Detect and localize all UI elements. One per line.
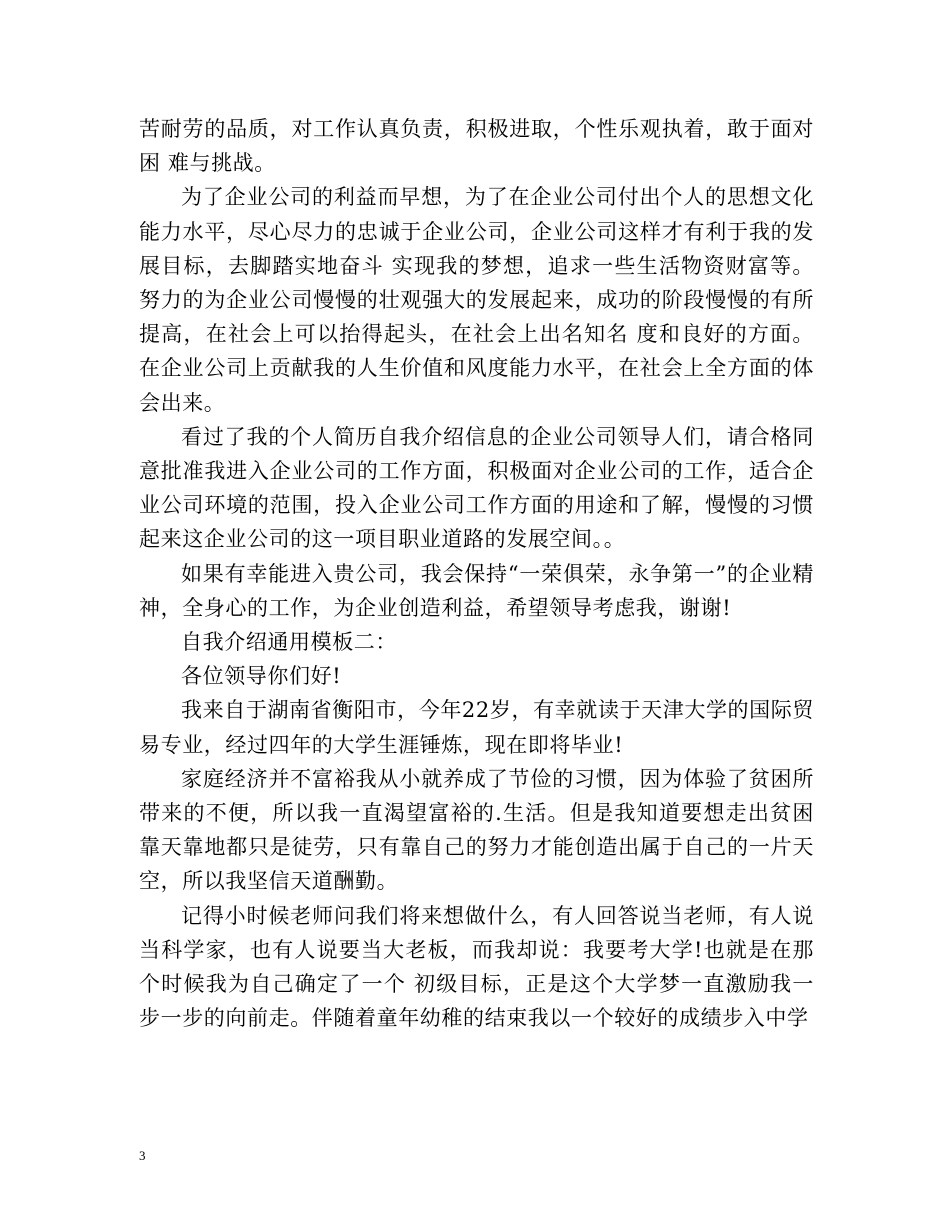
paragraph-3: 看过了我的个人简历自我介绍信息的企业公司领导人们，请合格同意批准我进入企业公司的工作方面，积极面对企业公司的工作，适合企业公司环境的范围，投入企业公司工作方面的用途和了解，慢慢的习惯起来这企业公司的这一项目职业道路的发展空间。。 [139, 424, 814, 552]
paragraph-2: 为了企业公司的利益而早想，为了在企业公司付出个人的思想文化能力水平，尽心尽力的忠诚于企业公司，企业公司这样才有利于我的发展目标，去脚踏实地奋斗 实现我的梦想，追求一些生活物资财富等。努力的为企业公司慢慢的壮观强大的发展起来，成功的阶段慢慢的有所提高，在社会上可以抬得起头，在社会上出名知名 度和良好的方面。在企业公司上贡献我的人生价值和风度能力水平，在社会上全方面的体会出来。 [139, 185, 814, 415]
page-number: 3 [139, 1148, 146, 1163]
greeting: 各位领导你们好! [181, 664, 342, 689]
paragraph-4: 如果有幸能进入贵公司，我会保持“一荣俱荣，永争第一”的企业精神，全身心的工作，为企业创造利益，希望领导考虑我，谢谢! [139, 561, 814, 620]
paragraph-1: 苦耐劳的品质，对工作认真负责，积极进取，个性乐观执着，敢于面对困 难与挑战。 [139, 117, 814, 176]
paragraph-7: 我来自于湖南省衡阳市，今年22岁，有幸就读于天津大学的国际贸易专业，经过四年的大学生涯锤炼，现在即将毕业! [139, 698, 814, 757]
paragraph-9: 记得小时候老师问我们将来想做什么，有人回答说当老师，有人说当科学家，也有人说要当大老板，而我却说：我要考大学!也就是在那个时候我为自己确定了一个 初级目标，正是这个大学梦一直激励我一步一步的向前走。伴随着童年幼稚的结束我以一个较好的成绩步入中学 [139, 903, 814, 1031]
paragraph-8: 家庭经济并不富裕我从小就养成了节俭的习惯，因为体验了贫困所带来的不便，所以我一直渴望富裕的.生活。但是我知道要想走出贫困靠天靠地都只是徒劳，只有靠自己的努力才能创造出属于自己的一片天空，所以我坚信天道酬勤。 [139, 766, 814, 894]
document-body [139, 112, 814, 1035]
section-heading: 自我介绍通用模板二： [181, 630, 397, 655]
